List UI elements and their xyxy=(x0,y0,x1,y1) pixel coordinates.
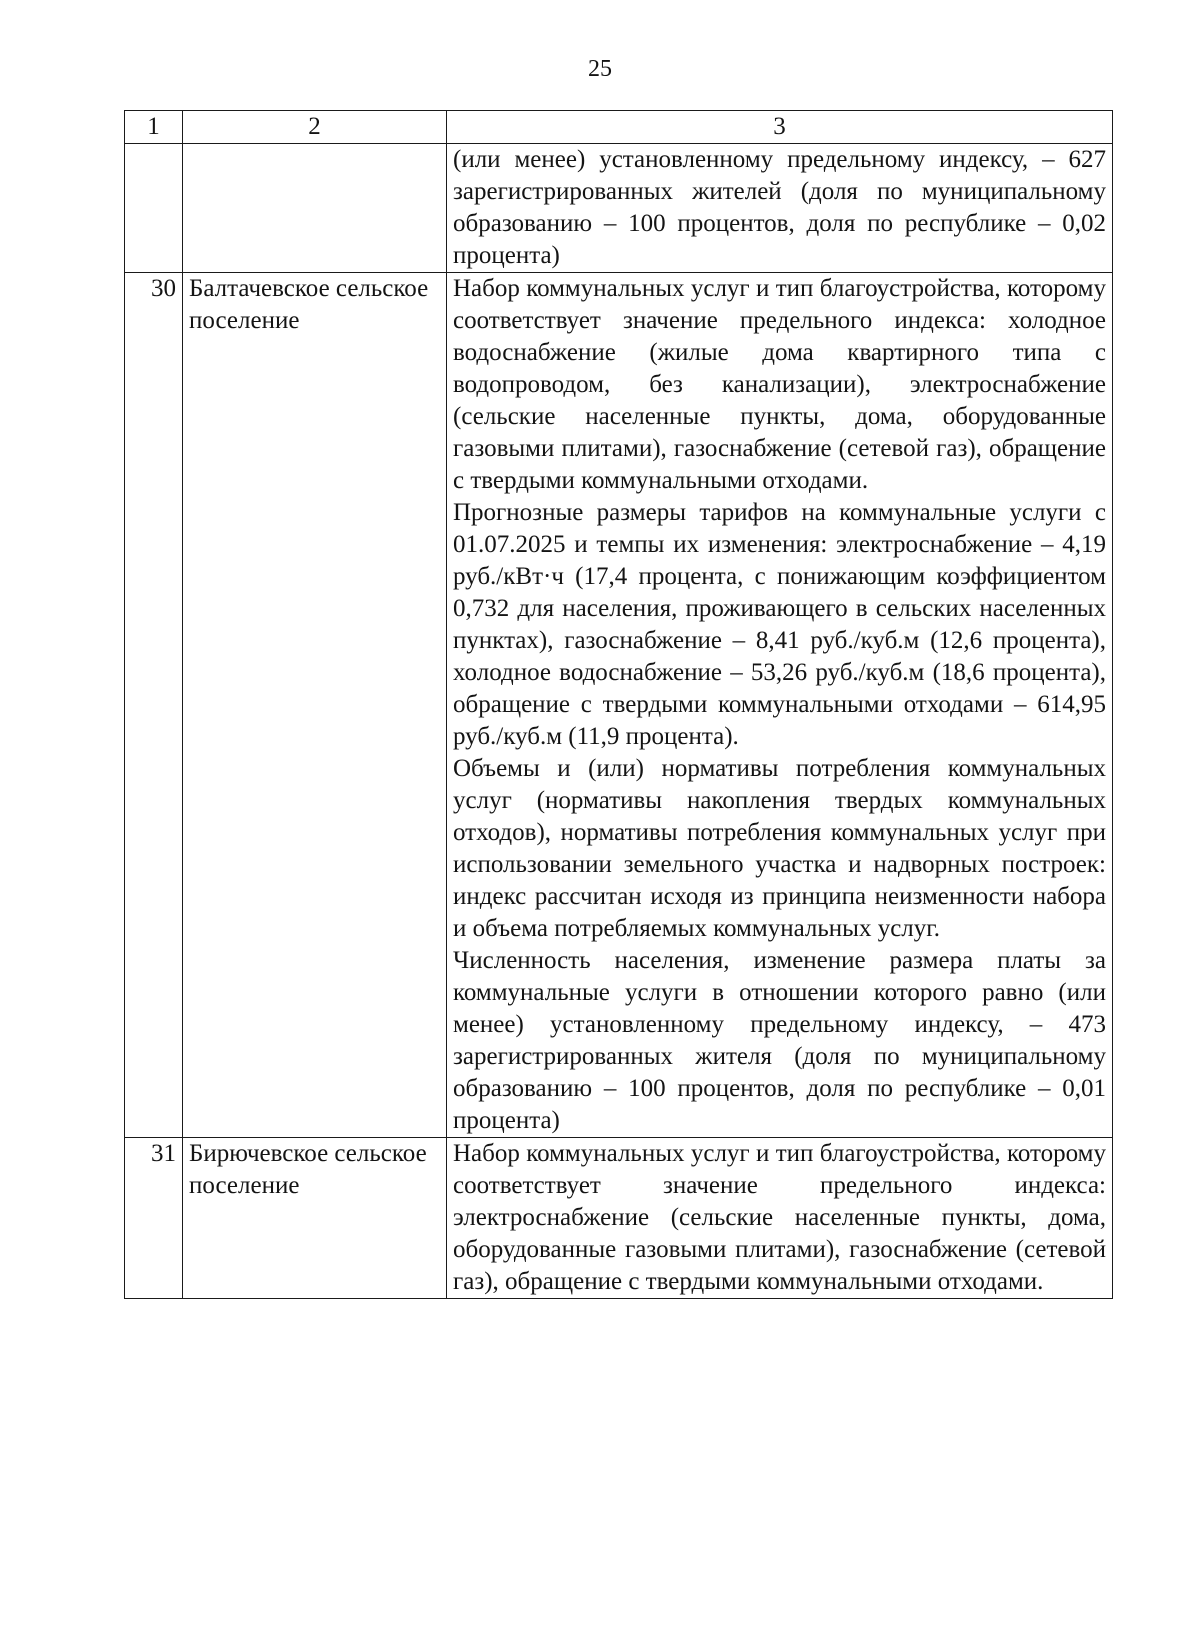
description-cell xyxy=(447,1138,1113,1299)
description-cell xyxy=(447,273,1113,1138)
table-row xyxy=(125,1138,1113,1299)
data-table xyxy=(124,110,1113,1299)
table-row xyxy=(125,144,1113,273)
table-row xyxy=(125,273,1113,1138)
description-paragraph: Объемы и (или) нормативы потребления коммунальных услуг (нормативы накопления твердых коммунальных отходов), нормативы потребления коммунальных услуг при использовании земельного участка и надворных построек: индекс рассчитан исходя из принципа неизменности набора и объема потребляемых коммунальных услуг. xyxy=(453,755,1106,942)
description-paragraph: Набор коммунальных услуг и тип благоустройства, которому соответствует значение предельного индекса: холодное водоснабжение (жилые дома квартирного типа с водопроводом, без канализации), электроснабжение (сельские населенные пункты, дома, оборудованные газовыми плитами), газоснабжение (сетевой газ), обращение с твердыми коммунальными отходами. xyxy=(453,275,1106,494)
settlement-name: Бирючевское сельское поселение xyxy=(183,1138,447,1299)
column-header-2: 2 xyxy=(183,111,447,144)
column-header-3: 3 xyxy=(447,111,1113,144)
description-paragraph: Численность населения, изменение размера платы за коммунальные услуги в отношении которого равно (или менее) установленному предельному индексу, – 473 зарегистрированных жителя (доля по муниципальному образованию – 100 процентов, доля по республике – 0,01 процента) xyxy=(453,947,1106,1134)
settlement-name: Балтачевское сельское поселение xyxy=(183,273,447,1138)
settlement-name xyxy=(183,144,447,273)
row-number: 31 xyxy=(125,1138,183,1299)
description-paragraph: Прогнозные размеры тарифов на коммунальные услуги с 01.07.2025 и темпы их изменения: электроснабжение – 4,19 руб./кВт·ч (17,4 процента, с понижающим коэффициентом 0,732 для населения, проживающего в сельских населенных пунктах), газоснабжение – 8,41 руб./куб.м (12,6 процента), холодное водоснабжение – 53,26 руб./куб.м (18,6 процента), обращение с твердыми коммунальными отходами – 614,95 руб./куб.м (11,9 процента). xyxy=(453,499,1106,750)
row-number xyxy=(125,144,183,273)
description-paragraph: (или менее) установленному предельному индексу, – 627 зарегистрированных жителей (доля по муниципальному образованию – 100 процентов, доля по республике – 0,02 процента) xyxy=(453,146,1106,269)
description-paragraph: Набор коммунальных услуг и тип благоустройства, которому соответствует значение предельного индекса: электроснабжение (сельские населенные пункты, дома, оборудованные газовыми плитами), газоснабжение (сетевой газ), обращение с твердыми коммунальными отходами. xyxy=(453,1140,1106,1295)
table-header-row xyxy=(125,111,1113,144)
row-number: 30 xyxy=(125,273,183,1138)
description-cell xyxy=(447,144,1113,273)
column-header-1: 1 xyxy=(125,111,183,144)
page-number: 25 xyxy=(588,56,612,82)
